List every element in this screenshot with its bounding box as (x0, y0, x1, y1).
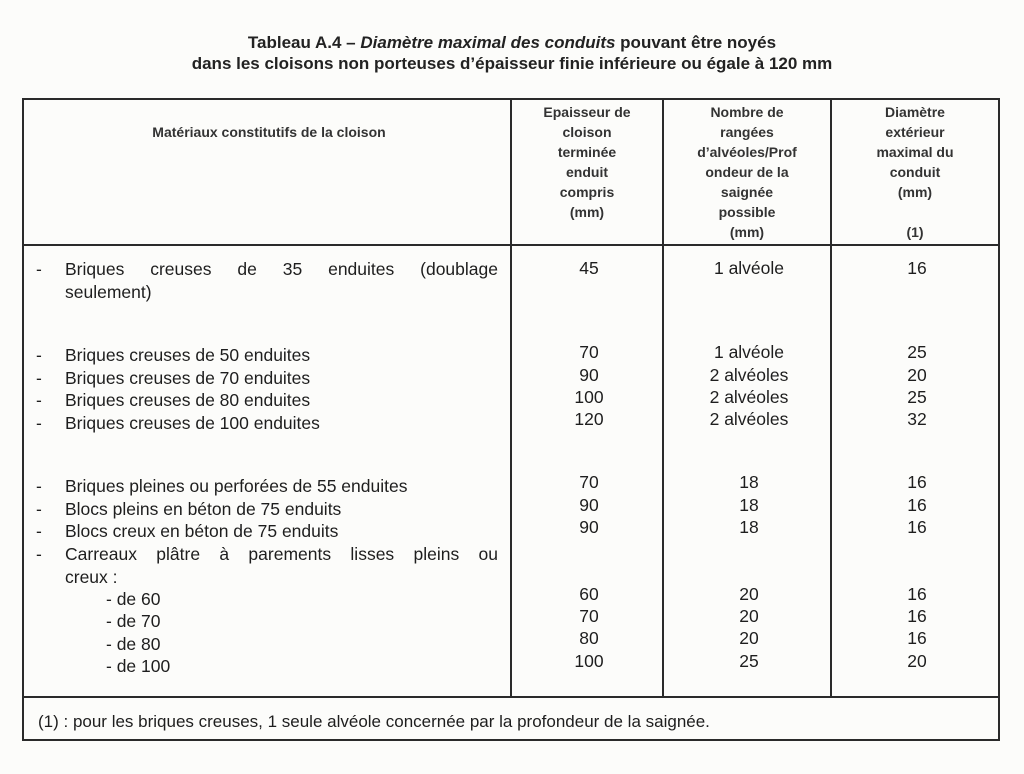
cell-rangees: 20 (739, 606, 759, 626)
cell-rangees: 25 (739, 651, 759, 671)
cell-rangees: 2 alvéoles (709, 409, 789, 429)
cell-diametre: 20 (907, 651, 927, 671)
cell-rangees: 20 (739, 628, 759, 648)
cell-epaisseur: 70 (579, 472, 599, 492)
cell-diametre: 20 (907, 365, 927, 385)
cell-epaisseur: 70 (579, 606, 599, 626)
cell-epaisseur: 90 (579, 517, 599, 537)
cell-rangees: 18 (739, 517, 759, 537)
header-divider (24, 244, 998, 246)
cell-epaisseur: 60 (579, 584, 599, 604)
cell-epaisseur: 100 (574, 387, 604, 407)
cell-diametre: 16 (907, 472, 927, 492)
header-rangees: Nombre de rangées d’alvéoles/Prof ondeur de la saignée possible (mm) (697, 104, 797, 240)
footnote: (1) : pour les briques creuses, 1 seule alvéole concernée par la profondeur de la saignée. (38, 712, 710, 731)
cell-diametre: 25 (907, 387, 927, 407)
cell-diametre: 16 (907, 495, 927, 515)
header-diametre: Diamètre extérieur maximal du conduit (mm) (876, 104, 954, 200)
data-table: Matériaux constitutifs de la cloison Epaisseur de cloison terminée enduit compris (mm) Nombre de rangées d’alvéoles/Prof ondeur de la saignée possible (mm) Diamètre extérieur maximal du conduit (mm) (1) - Briques creuses de 35 enduites (doublage seulement) 45 1 alvéole 16 - Briques creuses de 50 enduites 70 1 alvéole 25 - Briques creuses de 70 enduites 90 2 alvéoles 20 - Briques creuses de 80 enduites 100 2 alvéoles 25 - Briques creuses de 100 enduites 120 2 alvéoles 32 - Briques pleines ou perforées de 55 enduites 70 18 16 - Blocs pleins en béton de 75 enduits 90 18 16 - Blocs creux en béton de 75 enduits 90 18 16 - Carreaux plâtre à parements lisses pleins ou creux : - de 60 60 20 16 - de 70 70 20 16 - de 80 80 20 16 - de 100 100 25 20 (1) : pour les briques creuses, 1 seule alvéole concernée par la profondeur de la saignée. (22, 98, 1000, 741)
cell-rangees: 1 alvéole (713, 342, 785, 362)
cell-epaisseur: 100 (574, 651, 604, 671)
cell-epaisseur: 90 (579, 365, 599, 385)
cell-diametre: 16 (907, 517, 927, 537)
cell-rangees: 18 (739, 495, 759, 515)
cell-rangees: 2 alvéoles (709, 365, 789, 385)
title-line-1: Tableau A.4 – Diamètre maximal des conduits pouvant être noyés (247, 33, 777, 52)
cell-epaisseur: 90 (579, 495, 599, 515)
table-title (0, 32, 1024, 74)
cell-diametre: 16 (907, 258, 927, 278)
cell-rangees: 20 (739, 584, 759, 604)
cell-diametre: 16 (907, 628, 927, 648)
cell-epaisseur: 45 (579, 258, 599, 278)
cell-diametre: 32 (907, 409, 927, 429)
cell-epaisseur: 80 (579, 628, 599, 648)
header-materiaux: Matériaux constitutifs de la cloison (152, 124, 386, 140)
cell-diametre: 16 (907, 606, 927, 626)
cell-epaisseur: 70 (579, 342, 599, 362)
header-diametre-note: (1) (906, 224, 924, 240)
header-epaisseur: Epaisseur de cloison terminée enduit compris (mm) (543, 104, 631, 220)
footnote-divider (24, 696, 998, 698)
title-line-2: dans les cloisons non porteuses d’épaisseur finie inférieure ou égale à 120 mm (191, 54, 833, 73)
cell-epaisseur: 120 (574, 409, 604, 429)
cell-rangees: 2 alvéoles (709, 387, 789, 407)
cell-diametre: 16 (907, 584, 927, 604)
cell-rangees: 1 alvéole (713, 258, 785, 278)
cell-diametre: 25 (907, 342, 927, 362)
cell-rangees: 18 (739, 472, 759, 492)
